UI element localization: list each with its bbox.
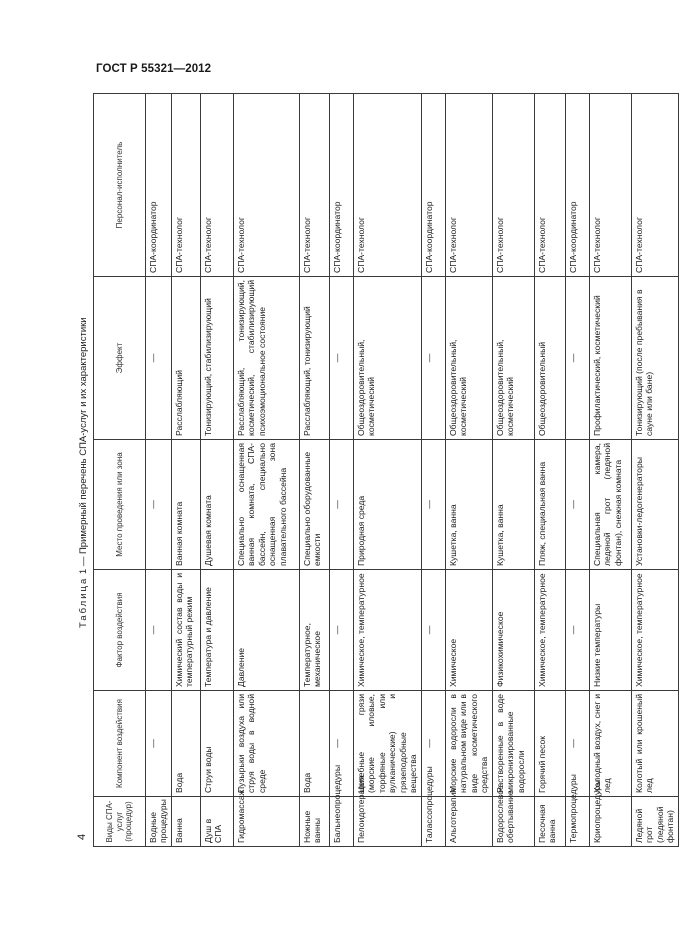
table-cell: Химическое [445, 570, 492, 691]
table-row [329, 94, 353, 847]
table-cell: — [565, 691, 589, 797]
table-cell: — [421, 440, 445, 570]
table-cell: Расслабляющий [171, 277, 200, 440]
table-row [421, 94, 445, 847]
table-cell: Душевая комната [200, 440, 233, 570]
table-cell: СПА-координатор [565, 94, 589, 277]
table-cell: Гидромассаж [233, 797, 299, 847]
table-cell: Специально оснащенная ванная комната, СПА-бассейн, специально оснащенная зона плавательного бассейна [233, 440, 299, 570]
col-header: Компонент воздействия [94, 691, 146, 797]
col-header: Фактор воздействия [94, 570, 146, 691]
col-header: Персонал-исполнитель [94, 94, 146, 277]
table-cell: Специальная камера, ледяной грот (ледяной фонтан), снежная комната [589, 440, 631, 570]
table-cell: Специально оборудованные емкости [299, 440, 329, 570]
table-cell: Ледяной грот (ледяной фонтан) [631, 797, 678, 847]
table-cell: Струи воды [200, 691, 233, 797]
spa-services-table [93, 93, 679, 847]
table-cell: Ножные ванны [299, 797, 329, 847]
table-cell: Колотый или крошеный лед [631, 691, 678, 797]
table-cell: Давление [233, 570, 299, 691]
table-cell: Температура и давление [200, 570, 233, 691]
col-header: Виды СПА-услуг (процедур) [94, 797, 146, 847]
table-cell: Химическое, температурное [631, 570, 678, 691]
table-cell: Природная среда [353, 440, 421, 570]
table-cell: СПА-технолог [353, 94, 421, 277]
table-row [299, 94, 329, 847]
table-cell: Душ в СПА [200, 797, 233, 847]
caption-label: Таблица [78, 576, 89, 628]
table-cell: — [329, 277, 353, 440]
table-cell: Талассопроцедуры [421, 797, 445, 847]
table-cell: Расслабляющий, тонизирующий [299, 277, 329, 440]
page-number: 4 [76, 833, 88, 840]
table-cell: — [329, 570, 353, 691]
table-cell: СПА-технолог [171, 94, 200, 277]
table-cell: Растворенные в воде микронизированные водоросли [492, 691, 534, 797]
col-header: Эффект [94, 277, 146, 440]
table-cell: Водорослевое обертывание [492, 797, 534, 847]
table-cell: — [565, 440, 589, 570]
table-cell: СПА-технолог [445, 94, 492, 277]
table-row [445, 94, 492, 847]
table-row [492, 94, 534, 847]
table-row [171, 94, 200, 847]
table-row [233, 94, 299, 847]
table-cell: Песочная ванна [534, 797, 565, 847]
table-caption [78, 317, 89, 628]
table-cell: Температурное, механическое [299, 570, 329, 691]
table-cell: Пелоидотерапия [353, 797, 421, 847]
col-header: Место проведения или зона [94, 440, 146, 570]
table-cell: СПА-технолог [299, 94, 329, 277]
table-cell: Термопроцедуры [565, 797, 589, 847]
table-cell: Расслабляющий, тонизирующий, косметический, стабилизирующий психоэмоциональное состояние [233, 277, 299, 440]
table-cell: Тонизирующий, стабилизирующий [200, 277, 233, 440]
table-cell: Вода [171, 691, 200, 797]
table-cell: Бальнеопроцедуры [329, 797, 353, 847]
table-cell: СПА-координатор [329, 94, 353, 277]
table-cell: Вода [299, 691, 329, 797]
table-cell: СПА-технолог [492, 94, 534, 277]
document-header: ГОСТ Р 55321—2012 [96, 63, 212, 75]
table-row [353, 94, 421, 847]
table-cell: — [565, 570, 589, 691]
table-cell: Ванна [171, 797, 200, 847]
table-cell: Химическое, температурное [353, 570, 421, 691]
table-cell: СПА-координатор [421, 94, 445, 277]
table-cell: СПА-технолог [233, 94, 299, 277]
table-cell: — [421, 691, 445, 797]
table-row [534, 94, 565, 847]
table-cell: Физикохимическое [492, 570, 534, 691]
table-cell: Общеоздоровительный, косметический [492, 277, 534, 440]
table-row [589, 94, 631, 847]
table-cell: Общеоздоровительный [534, 277, 565, 440]
table-cell: — [565, 277, 589, 440]
table-cell: Низкие температуры [589, 570, 631, 691]
table-cell: Тонизирующий (после пребывания в сауне или бане) [631, 277, 678, 440]
table-cell: СПА-технолог [200, 94, 233, 277]
table-row [200, 94, 233, 847]
table-cell: СПА-технолог [534, 94, 565, 277]
caption-text: 1 — Примерный перечень СПА-услуг и их характеристики [78, 317, 89, 575]
table-cell: — [421, 570, 445, 691]
table-cell: Установки-ледогенераторы [631, 440, 678, 570]
table-cell: Альготерапия [445, 797, 492, 847]
table-cell: Кушетка, ванна [492, 440, 534, 570]
table-cell: СПА-технолог [631, 94, 678, 277]
table-cell: — [146, 440, 172, 570]
table-header-row [94, 94, 146, 847]
table-cell: Горячий песок [534, 691, 565, 797]
table-cell: — [146, 691, 172, 797]
table-row [631, 94, 678, 847]
table-cell: Водные процедуры [146, 797, 172, 847]
table-cell: Кушетка, ванна [445, 440, 492, 570]
table-cell: Морские водоросли в натуральном виде или в виде косметического средства [445, 691, 492, 797]
table-cell: Общеоздоровительный, косметический [353, 277, 421, 440]
table-cell: Ванная комната [171, 440, 200, 570]
table-cell: Общеоздоровительный, косметический [445, 277, 492, 440]
table-cell: — [421, 277, 445, 440]
table-cell: Целебные грязи (морские иловые, торфяные или вулканические) и грязеподобные вещества [353, 691, 421, 797]
table-cell: Криопроцедуры [589, 797, 631, 847]
table-row [146, 94, 172, 847]
table-cell: Пляж, специальная ванна [534, 440, 565, 570]
table-cell: Пузырьки воздуха или струя воды в водной среде [233, 691, 299, 797]
table-cell: — [329, 691, 353, 797]
table-cell: Холодный воздух, снег и лед [589, 691, 631, 797]
table-cell: — [146, 277, 172, 440]
table-cell: Профилактический, косметический [589, 277, 631, 440]
table-cell: — [146, 570, 172, 691]
table-cell: СПА-технолог [589, 94, 631, 277]
table-cell: СПА-координатор [146, 94, 172, 277]
table-cell: — [329, 440, 353, 570]
rotated-table-wrapper [93, 94, 676, 847]
table-row [565, 94, 589, 847]
table-cell: Химический состав воды и температурный режим [171, 570, 200, 691]
table-cell: Химическое, температурное [534, 570, 565, 691]
